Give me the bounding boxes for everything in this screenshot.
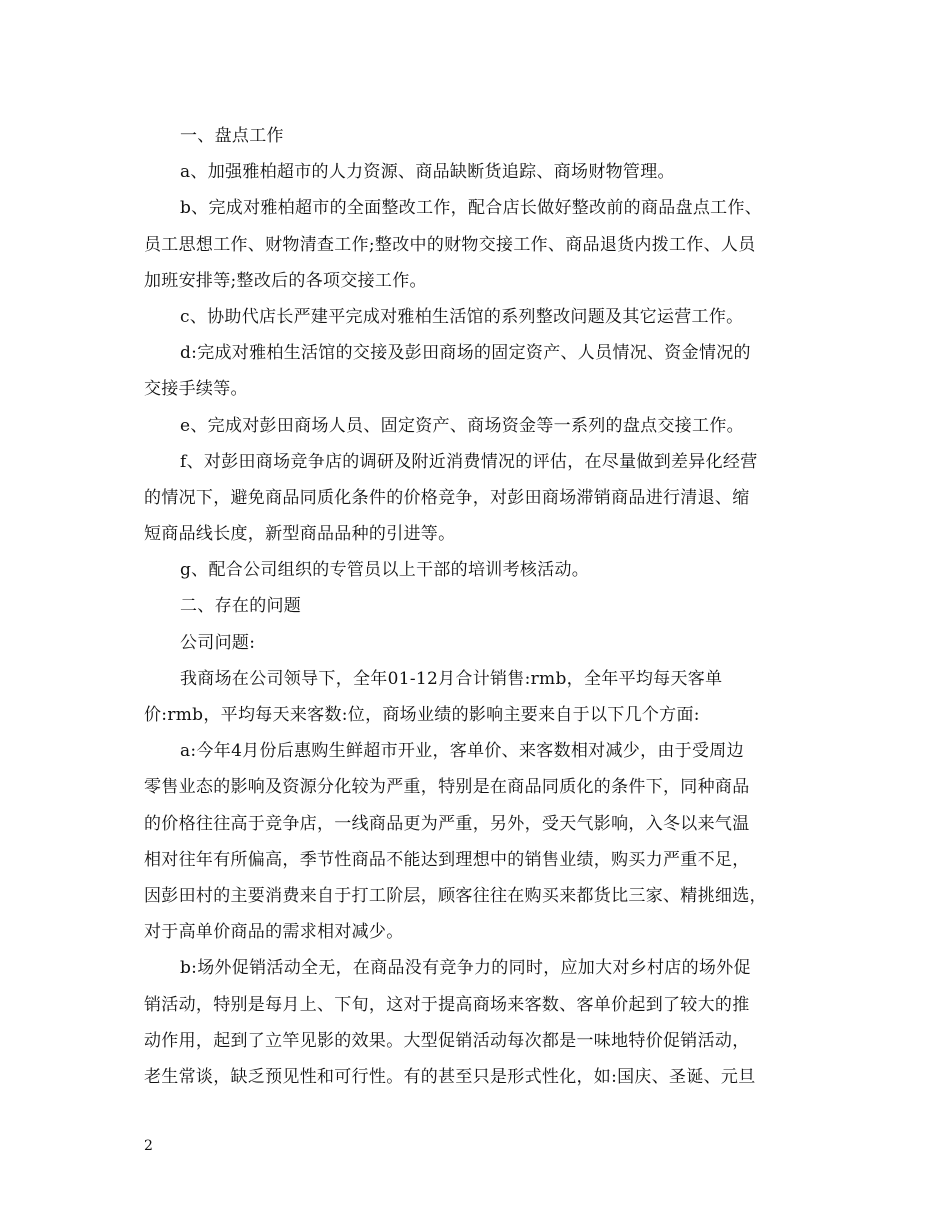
text-line: 员工思想工作、财物清查工作;整改中的财物交接工作、商品退货内拨工作、人员 <box>144 234 756 255</box>
text-line: 价:rmb，平均每天来客数:位，商场业绩的影响主要来自于以下几个方面: <box>144 705 700 725</box>
text-line: e、完成对彭田商场人员、固定资产、商场资金等一系列的盘点交接工作。 <box>180 415 744 436</box>
document-body <box>144 118 810 1095</box>
text-line: b:场外促销活动全无，在商品没有竞争力的同时，应加大对乡村店的场外促 <box>180 958 751 979</box>
text-line: a、加强雅柏超市的人力资源、商品缺断货追踪、商场财物管理。 <box>180 162 675 183</box>
text-line: 零售业态的影响及资源分化较为严重，特别是在商品同质化的条件下，同种商品 <box>144 777 750 798</box>
text-line: 的情况下，避免商品同质化条件的价格竞争，对彭田商场滞销商品进行清退、缩 <box>144 487 750 508</box>
page-number: 2 <box>144 1138 153 1154</box>
text-line: 公司问题: <box>180 632 256 653</box>
text-line: 短商品线长度，新型商品品种的引进等。 <box>144 524 456 545</box>
text-line: 一、盘点工作 <box>180 126 284 146</box>
text-line: 加班安排等;整改后的各项交接工作。 <box>144 270 427 291</box>
text-line: a:今年4月份后惠购生鲜超市开业，客单价、来客数相对减少，由于受周边 <box>180 741 744 762</box>
text-line: b、完成对雅柏超市的全面整改工作，配合店长做好整改前的商品盘点工作、 <box>180 198 763 219</box>
text-line: d:完成对雅柏生活馆的交接及彭田商场的固定资产、人员情况、资金情况的 <box>180 343 751 364</box>
text-line: 动作用，起到了立竿见影的效果。大型促销活动每次都是一味地特价促销活动， <box>144 1030 750 1051</box>
text-line: 的价格往往高于竞争店，一线商品更为严重，另外，受天气影响，入冬以来气温 <box>144 813 750 834</box>
text-line: c、协助代店长严建平完成对雅柏生活馆的系列整改问题及其它运营工作。 <box>180 306 744 327</box>
text-line: g、配合公司组织的专管员以上干部的培训考核活动。 <box>180 560 590 581</box>
text-line: 对于高单价商品的需求相对减少。 <box>144 922 404 943</box>
text-line: 交接手续等。 <box>144 379 248 400</box>
text-line: 我商场在公司领导下，全年01-12月合计销售:rmb，全年平均每天客单 <box>180 668 723 689</box>
text-line: 因彭田村的主要消费来自于打工阶层，顾客往往在购买来都货比三家、精挑细选， <box>144 885 767 906</box>
text-line: f、对彭田商场竞争店的调研及附近消费情况的评估，在尽量做到差异化经营 <box>180 451 758 472</box>
text-line: 二、存在的问题 <box>180 596 302 617</box>
text-line: 相对往年有所偏高，季节性商品不能达到理想中的销售业绩，购买力严重不足， <box>144 849 750 870</box>
text-line: 销活动，特别是每月上、下旬，这对于提高商场来客数、客单价起到了较大的推 <box>144 994 750 1015</box>
text-line: 老生常谈，缺乏预见性和可行性。有的甚至只是形式性化，如:国庆、圣诞、元旦 <box>144 1066 756 1087</box>
